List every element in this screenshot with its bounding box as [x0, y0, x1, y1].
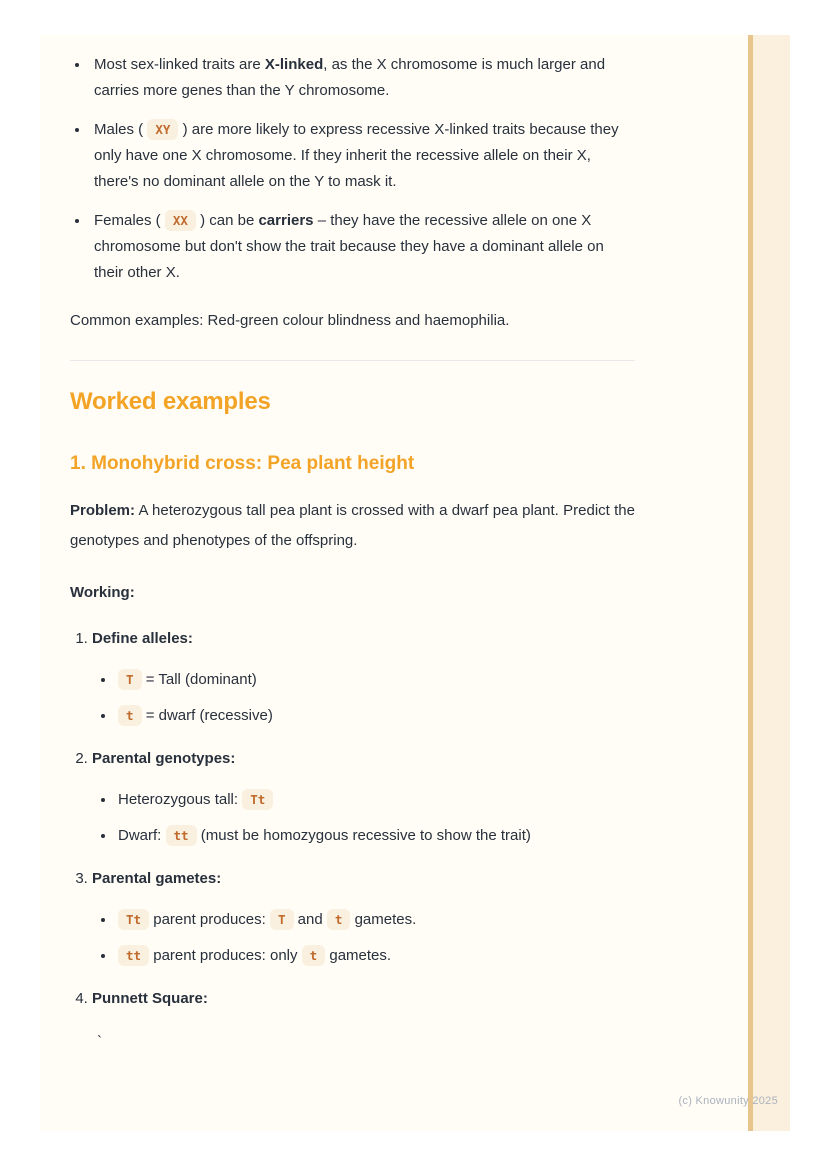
section-divider: [70, 360, 635, 361]
inline-code-badge: T: [270, 909, 294, 930]
copyright-notice: (c) Knowunity 2025: [678, 1095, 778, 1107]
problem-statement: Problem: A heterozygous tall pea plant is crossed with a dwarf pea plant. Predict the genotypes and phenotypes of the offspring.: [70, 502, 635, 549]
step-substeps: [92, 907, 635, 969]
worked-examples-heading: Worked examples: [70, 388, 271, 415]
working-steps-list: [70, 626, 635, 1012]
step-item: [92, 746, 635, 849]
substep-item: • tt parent produces: only t gametes.: [116, 943, 635, 969]
inline-code-badge: t: [118, 705, 142, 726]
step-label: Parental genotypes:: [92, 750, 236, 767]
step-substeps: [92, 787, 635, 849]
step-item: [92, 626, 635, 729]
step-label: Punnett Square:: [92, 990, 208, 1007]
inline-code-badge: t: [327, 909, 351, 930]
inline-code-badge: tt: [118, 945, 149, 966]
step-item: [92, 986, 635, 1012]
bold-text: Problem:: [70, 502, 136, 519]
bold-text: carriers: [258, 212, 314, 229]
substep-item: • T = Tall (dominant): [116, 667, 635, 693]
substep-item: • Heterozygous tall: Tt: [116, 787, 635, 813]
bold-text: X-linked: [264, 56, 324, 73]
document-page: [40, 35, 790, 1131]
common-examples-paragraph: Common examples: Red-green colour blindness and haemophilia.: [70, 312, 510, 329]
inline-code-badge: XY: [147, 119, 178, 140]
list-item: • Most sex-linked traits are X-linked, as the X chromosome is much larger and carries more genes than the Y chromosome.: [90, 52, 635, 104]
substep-item: • t = dwarf (recessive): [116, 703, 635, 729]
document-content: [40, 35, 790, 1055]
inline-code-badge: Tt: [242, 789, 273, 810]
list-item: • Females ( XX ) can be carriers – they have the recessive allele on one X chromosome but don't show the trait because they have a dominant allele on their other X.: [90, 208, 635, 286]
stray-backtick-text: `: [97, 1033, 102, 1050]
step-substeps: [92, 667, 635, 729]
step-label: Parental gametes:: [92, 870, 222, 887]
substep-item: • Tt parent produces: T and t gametes.: [116, 907, 635, 933]
step-label: Define alleles:: [92, 630, 193, 647]
substep-item: • Dwarf: tt (must be homozygous recessive to show the trait): [116, 823, 635, 849]
inline-code-badge: XX: [165, 210, 196, 231]
inline-code-badge: t: [302, 945, 326, 966]
working-label: Working:: [70, 584, 135, 601]
example-1-heading: 1. Monohybrid cross: Pea plant height: [70, 453, 415, 474]
sex-linked-bullet-list: [70, 52, 635, 286]
inline-code-badge: T: [118, 669, 142, 690]
list-item: • Males ( XY ) are more likely to express recessive X-linked traits because they only have one X chromosome. If they inherit the recessive allele on their X, there's no dominant allele on the Y to mask it.: [90, 117, 635, 195]
inline-code-badge: tt: [166, 825, 197, 846]
step-item: [92, 866, 635, 969]
inline-code-badge: Tt: [118, 909, 149, 930]
